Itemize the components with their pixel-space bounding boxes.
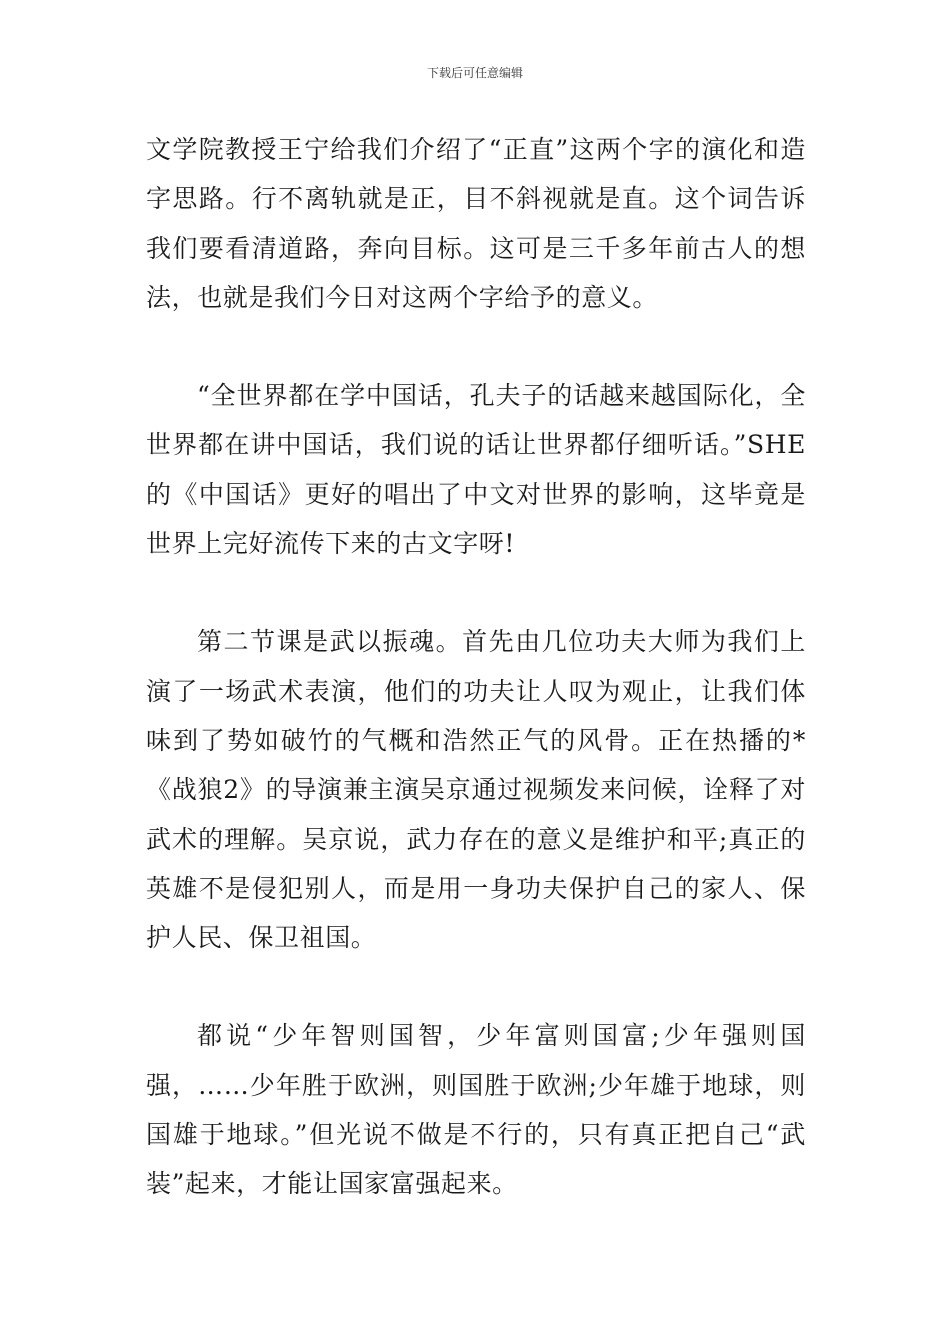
paragraph-2: “全世界都在学中国话，孔夫子的话越来越国际化，全世界都在讲中国话，我们说的话让世界都仔细听话。”SHE的《中国话》更好的唱出了中文对世界的影响，这毕竟是世界上完好流传下来的古文字呀! xyxy=(146,381,806,559)
paragraph-4: 都说“少年智则国智，少年富则国富;少年强则国强，……少年胜于欧洲，则国胜于欧洲;少年雄于地球，则国雄于地球。”但光说不做是不行的，只有真正把自己“武装”起来，才能让国家富强起来。 xyxy=(146,1021,806,1199)
paragraph-3: 第二节课是武以振魂。首先由几位功夫大师为我们上演了一场武术表演，他们的功夫让人叹为观止，让我们体味到了势如破竹的气概和浩然正气的风骨。正在热播的*《战狼2》的导演兼主演吴京通过视频发来问候，诠释了对武术的理解。吴京说，武力存在的意义是维护和平;真正的英雄不是侵犯别人，而是用一身功夫保护自己的家人、保护人民、保卫祖国。 xyxy=(146,627,806,953)
page-header: 下载后可任意编辑 xyxy=(426,66,523,80)
paragraph-1: 文学院教授王宁给我们介绍了“正直”这两个字的演化和造字思路。行不离轨就是正，目不斜视就是直。这个词告诉我们要看清道路，奔向目标。这可是三千多年前古人的想法，也就是我们今日对这两个字给予的意义。 xyxy=(146,135,806,312)
document-body xyxy=(146,125,806,1209)
